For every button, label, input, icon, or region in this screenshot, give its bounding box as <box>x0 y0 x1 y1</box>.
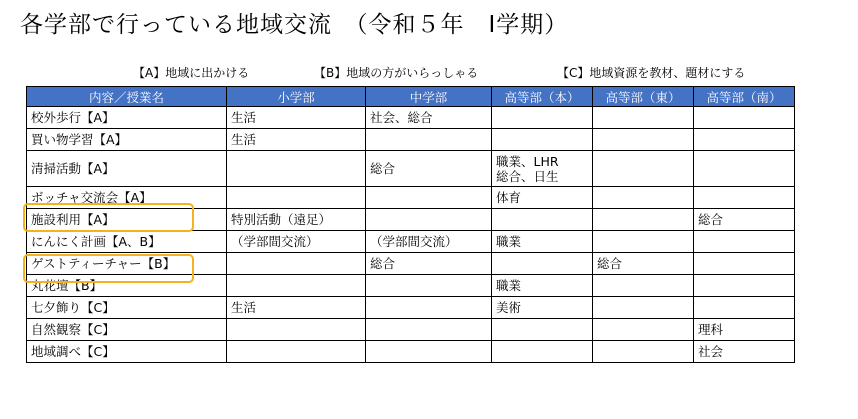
table-cell <box>492 107 593 129</box>
activity-cell: 施設利用【A】 <box>27 209 227 231</box>
table-row <box>27 151 795 187</box>
table-cell <box>366 209 492 231</box>
table-cell: 社会、総合 <box>366 107 492 129</box>
table-cell <box>366 319 492 341</box>
header-cell: 小学部 <box>227 87 366 107</box>
table-row <box>27 187 795 209</box>
activity-cell: にんにく計画【A、B】 <box>27 231 227 253</box>
activity-cell: 買い物学習【A】 <box>27 129 227 151</box>
activity-cell: 地域調べ【C】 <box>27 341 227 363</box>
activity-cell: 校外歩行【A】 <box>27 107 227 129</box>
header-cell: 中学部 <box>366 87 492 107</box>
table-cell: （学部間交流） <box>366 231 492 253</box>
table-cell: 職業 <box>492 275 593 297</box>
table-cell: 特別活動（遠足） <box>227 209 366 231</box>
table-cell <box>593 129 694 151</box>
activity-cell: ゲストティーチャー【B】 <box>27 253 227 275</box>
table-cell: 総合 <box>366 253 492 275</box>
table-cell <box>694 151 795 187</box>
table-cell: 職業 <box>492 231 593 253</box>
table-cell: 美術 <box>492 297 593 319</box>
table-row <box>27 341 795 363</box>
table-cell <box>694 275 795 297</box>
table-cell: 生活 <box>227 297 366 319</box>
table-cell <box>694 253 795 275</box>
table-cell <box>492 253 593 275</box>
activity-cell: 丸花壇【B】 <box>27 275 227 297</box>
activity-cell: 清掃活動【A】 <box>27 151 227 187</box>
cell-line: 職業、LHR <box>496 153 559 169</box>
header-cell: 内容／授業名 <box>27 87 227 107</box>
table-header-row <box>27 87 795 107</box>
table-row <box>27 209 795 231</box>
table-cell <box>694 107 795 129</box>
table-row <box>27 129 795 151</box>
page-title: 各学部で行っている地域交流 （令和５年 Ⅰ学期） <box>20 12 569 38</box>
table-cell: 生活 <box>227 107 366 129</box>
table-cell <box>227 319 366 341</box>
table-cell: 生活 <box>227 129 366 151</box>
legend-item-c: 【C】地域資源を教材、題材にする <box>557 66 746 80</box>
legend-item-b: 【B】地域の方がいらっしゃる <box>314 66 479 80</box>
table-row <box>27 253 795 275</box>
header-cell: 高等部（東） <box>593 87 694 107</box>
table-cell <box>593 151 694 187</box>
table-cell <box>593 275 694 297</box>
table-cell: 総合 <box>593 253 694 275</box>
table-cell <box>366 129 492 151</box>
table-row <box>27 319 795 341</box>
table-cell <box>694 297 795 319</box>
table-cell: 総合 <box>694 209 795 231</box>
table-row <box>27 231 795 253</box>
header-cell: 高等部（南） <box>694 87 795 107</box>
table-cell <box>227 341 366 363</box>
exchange-table <box>26 86 795 363</box>
table-cell: 総合 <box>366 151 492 187</box>
table-cell: （学部間交流） <box>227 231 366 253</box>
table-cell <box>227 151 366 187</box>
table-cell: 理科 <box>694 319 795 341</box>
table-cell <box>593 187 694 209</box>
table-cell <box>227 253 366 275</box>
table-cell <box>593 107 694 129</box>
table-cell: 体育 <box>492 187 593 209</box>
activity-cell: 七夕飾り【C】 <box>27 297 227 319</box>
table-cell <box>366 341 492 363</box>
header-cell: 高等部（本） <box>492 87 593 107</box>
table-row <box>27 275 795 297</box>
table-cell: 社会 <box>694 341 795 363</box>
table-row <box>27 107 795 129</box>
table-cell <box>694 129 795 151</box>
activity-cell: 自然観察【C】 <box>27 319 227 341</box>
table-cell <box>694 187 795 209</box>
table-cell <box>694 231 795 253</box>
table-cell <box>593 319 694 341</box>
legend-item-a: 【A】地域に出かける <box>133 66 250 80</box>
table-cell <box>492 209 593 231</box>
table-cell <box>492 341 593 363</box>
table-cell <box>227 187 366 209</box>
table-cell <box>366 275 492 297</box>
legend <box>0 64 858 84</box>
table-cell <box>492 319 593 341</box>
table-cell <box>366 187 492 209</box>
table-cell <box>593 209 694 231</box>
table-cell <box>492 151 593 187</box>
table-cell <box>593 341 694 363</box>
table-cell <box>366 297 492 319</box>
activity-cell: ボッチャ交流会【A】 <box>27 187 227 209</box>
table-cell <box>492 129 593 151</box>
table-row <box>27 297 795 319</box>
table-cell <box>593 297 694 319</box>
table-cell <box>593 231 694 253</box>
table-cell <box>227 275 366 297</box>
cell-line: 総合、日生 <box>496 168 559 184</box>
